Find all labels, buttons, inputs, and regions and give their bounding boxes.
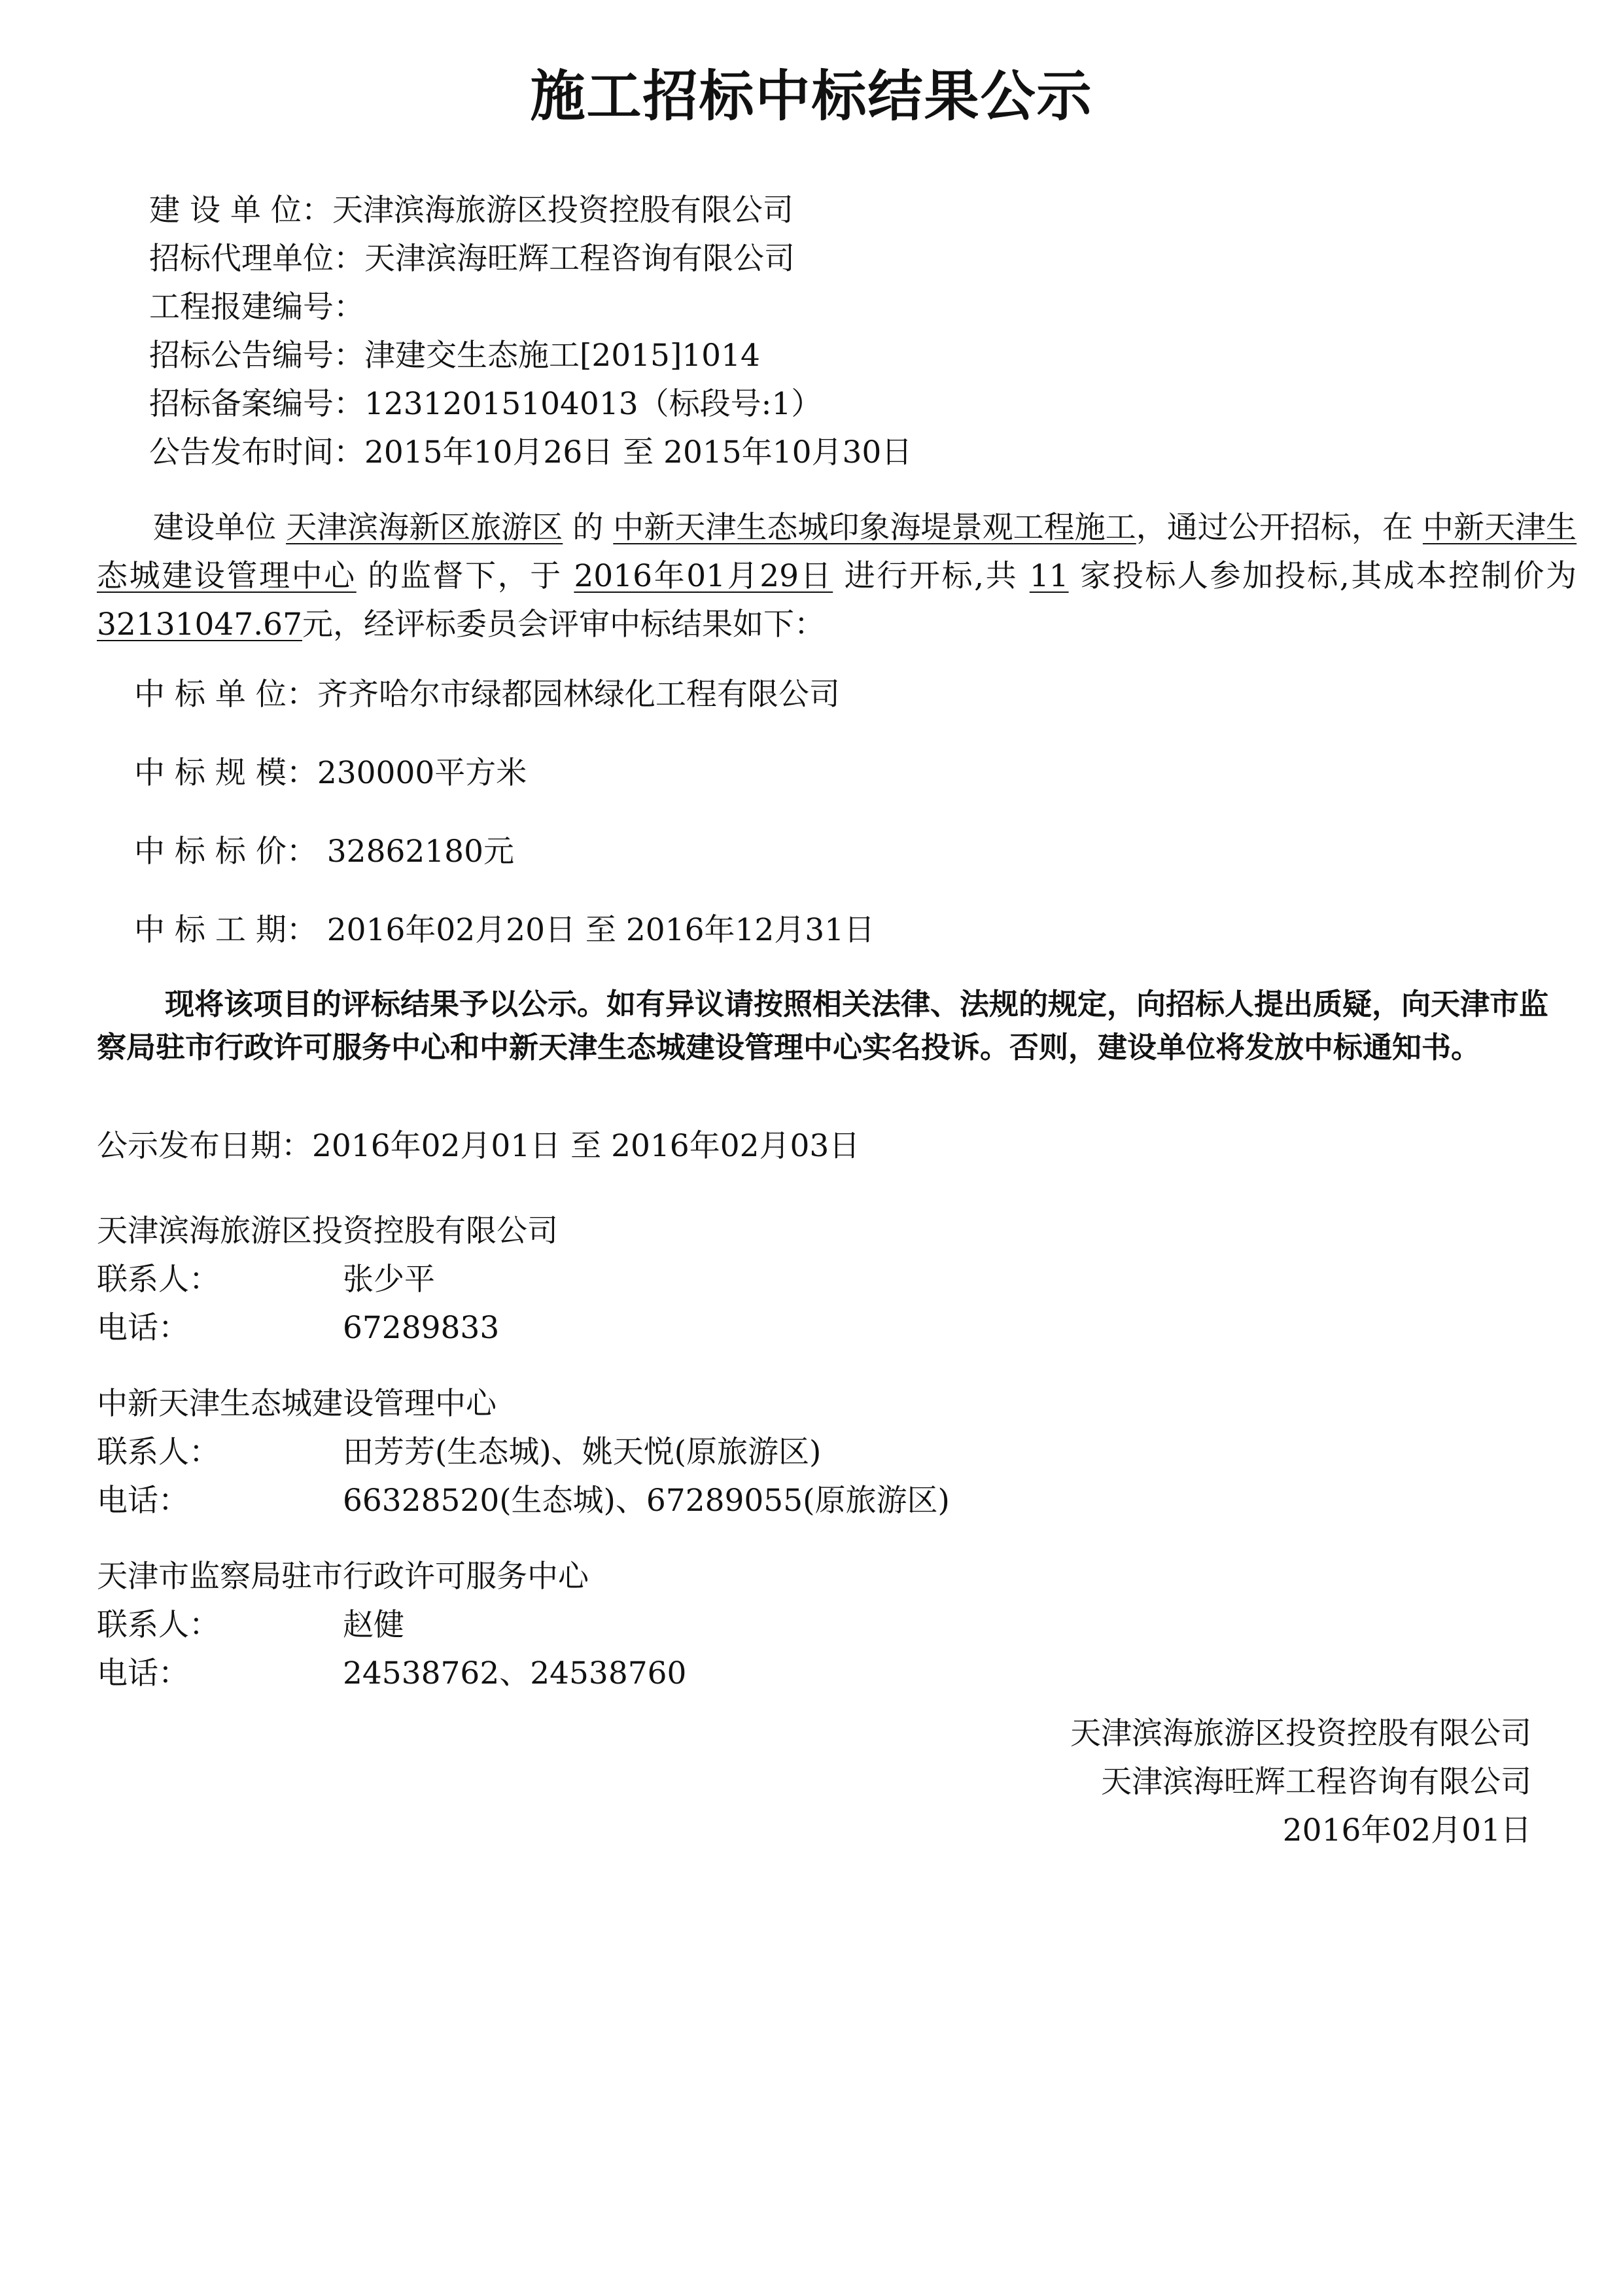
award-value: 230000平方米 bbox=[317, 755, 527, 791]
page-title: 施工招标中标结果公示 bbox=[530, 64, 1093, 128]
info-label: 公告发布时间： bbox=[149, 434, 364, 470]
paragraph-text: 的 bbox=[563, 510, 614, 546]
award-row-period bbox=[134, 911, 875, 950]
info-label: 招标备案编号： bbox=[149, 386, 364, 422]
contact-person-row bbox=[97, 1260, 435, 1299]
contact-org: 天津滨海旅游区投资控股有限公司 bbox=[97, 1213, 558, 1249]
contact-person: 张少平 bbox=[343, 1262, 435, 1298]
contact-person: 赵健 bbox=[343, 1607, 404, 1643]
info-row-agent bbox=[149, 239, 795, 279]
paragraph-text: ，通过公开招标，在 bbox=[1136, 510, 1423, 546]
info-row-notice-no bbox=[149, 336, 760, 376]
contact-phone: 24538762、24538760 bbox=[343, 1655, 687, 1691]
paragraph-text: 建设单位 bbox=[153, 510, 287, 546]
award-row-winner bbox=[134, 675, 840, 715]
award-label: 中 标 标 价： bbox=[134, 834, 317, 870]
objection-notice: 现将该项目的评标结果予以公示。如有异议请按照相关法律、法规的规定，向招标人提出质疑，向天津市监察局驻市行政许可服务中心和中新天津生态城建设管理中心实名投诉。否则，建设单位将发放中标通知书。 bbox=[97, 987, 1549, 1065]
award-label: 中 标 单 位： bbox=[134, 677, 317, 713]
contact-phone-label: 电话： bbox=[97, 1655, 189, 1691]
contact-person-label: 联系人： bbox=[97, 1607, 220, 1643]
bidder-count: 11 bbox=[1029, 558, 1069, 594]
award-value: 2016年02月20日 至 2016年12月31日 bbox=[317, 912, 875, 948]
contact-phone-label: 电话： bbox=[97, 1310, 189, 1346]
award-value: 32862180元 bbox=[317, 834, 514, 870]
contact-phone-row bbox=[97, 1481, 950, 1521]
award-value: 齐齐哈尔市绿都园林绿化工程有限公司 bbox=[317, 677, 840, 713]
award-label: 中 标 工 期： bbox=[134, 912, 317, 948]
info-label: 建 设 单 位： bbox=[149, 192, 332, 228]
signature-org-2: 天津滨海旺辉工程咨询有限公司 bbox=[1101, 1764, 1531, 1800]
contact-person: 田芳芳(生态城)、姚天悦(原旅游区) bbox=[343, 1434, 822, 1470]
info-row-record-no bbox=[149, 385, 822, 424]
info-value: 津建交生态施工[2015]1014 bbox=[364, 338, 760, 374]
contact-phone: 66328520(生态城)、67289055(原旅游区) bbox=[343, 1483, 950, 1519]
info-row-builder bbox=[149, 191, 794, 230]
award-label: 中 标 规 模： bbox=[134, 755, 317, 791]
contact-phone: 67289833 bbox=[343, 1310, 500, 1346]
paragraph-text: 元，经评标委员会评审中标结果如下： bbox=[302, 607, 825, 643]
info-value: 2015年10月26日 至 2015年10月30日 bbox=[364, 434, 913, 470]
contact-phone-row bbox=[97, 1654, 687, 1693]
contact-phone-row bbox=[97, 1309, 500, 1348]
result-paragraph bbox=[97, 504, 1577, 649]
signature-date: 2016年02月01日 bbox=[1282, 1812, 1531, 1848]
contact-person-label: 联系人： bbox=[97, 1262, 220, 1298]
owner-name: 天津滨海新区旅游区 bbox=[286, 510, 563, 546]
info-row-registration-no bbox=[149, 288, 364, 327]
contact-person-row bbox=[97, 1606, 404, 1645]
open-date: 2016年01月29日 bbox=[574, 558, 833, 594]
supervisor-name: 中新天津生态城建设管理中心 bbox=[97, 510, 1577, 594]
info-value: 天津滨海旅游区投资控股有限公司 bbox=[332, 192, 794, 228]
award-row-price bbox=[134, 832, 514, 872]
contact-phone-label: 电话： bbox=[97, 1483, 189, 1519]
info-label: 工程报建编号： bbox=[149, 289, 364, 325]
info-value: 天津滨海旺辉工程咨询有限公司 bbox=[364, 241, 795, 277]
contact-org: 中新天津生态城建设管理中心 bbox=[97, 1386, 497, 1422]
contact-person-label: 联系人： bbox=[97, 1434, 220, 1470]
contact-org: 天津市监察局驻市行政许可服务中心 bbox=[97, 1559, 589, 1595]
paragraph-text: 的监督下，于 bbox=[356, 558, 574, 594]
signature-org-1: 天津滨海旅游区投资控股有限公司 bbox=[1070, 1716, 1531, 1752]
contact-person-row bbox=[97, 1433, 822, 1472]
project-name: 中新天津生态城印象海堤景观工程施工 bbox=[613, 510, 1136, 546]
info-label: 招标公告编号： bbox=[149, 338, 364, 374]
info-label: 招标代理单位： bbox=[149, 241, 364, 277]
info-row-publish-time bbox=[149, 433, 912, 472]
publish-date: 公示发布日期：2016年02月01日 至 2016年02月03日 bbox=[97, 1128, 860, 1164]
paragraph-text: 家投标人参加投标,其成本控制价为 bbox=[1068, 558, 1577, 594]
paragraph-text: 进行开标,共 bbox=[833, 558, 1030, 594]
award-row-scale bbox=[134, 754, 527, 793]
cost-control-price: 32131047.67 bbox=[97, 607, 302, 643]
info-value: 12312015104013（标段号:1） bbox=[364, 386, 822, 422]
